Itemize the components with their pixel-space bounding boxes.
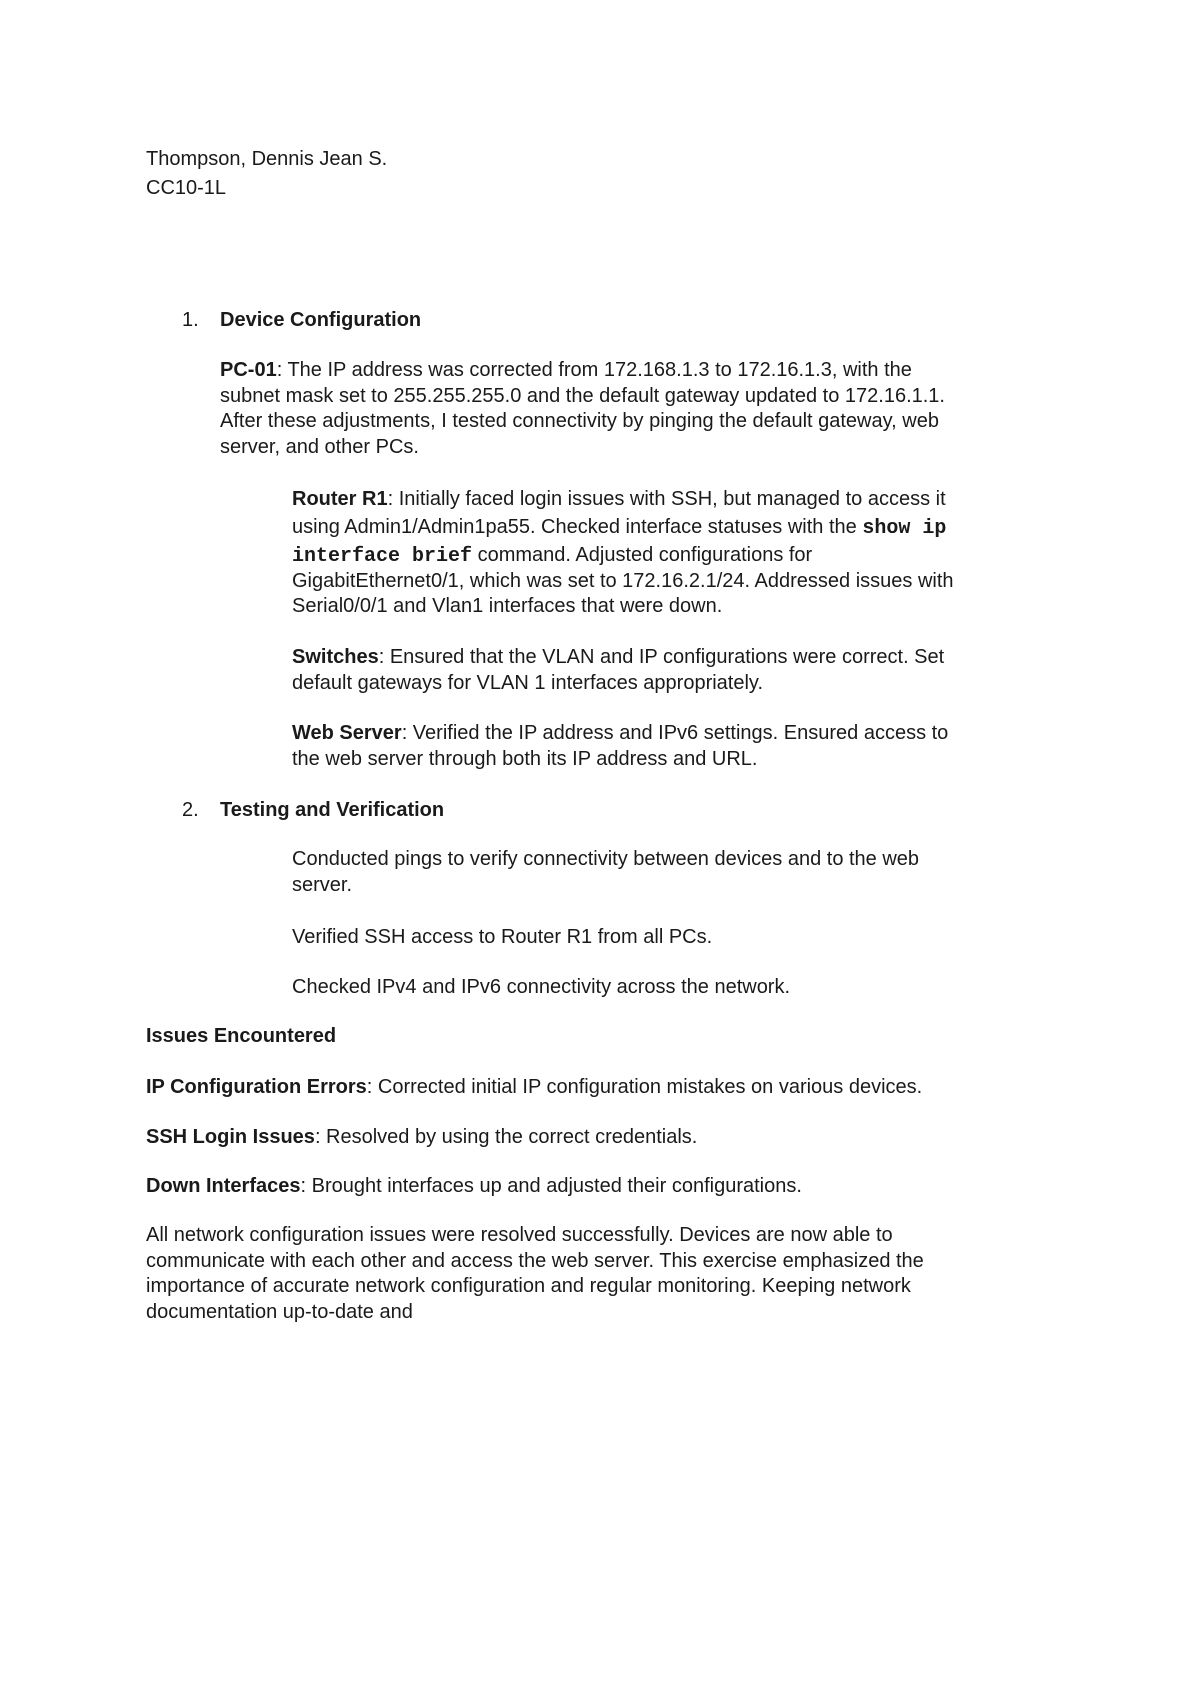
section-1-title: Device Configuration (220, 309, 422, 331)
testing-paragraph-2: Verified SSH access to Router R1 from all PCs. (292, 926, 713, 948)
course-code: CC10-1L (146, 177, 227, 199)
router-line-5: Serial0/0/1 and Vlan1 interfaces that were down. (292, 595, 723, 617)
conclusion-line-1: All network configuration issues were resolved successfully. Devices are now able to (146, 1224, 893, 1246)
issue-ip-text: : Corrected initial IP configuration mistakes on various devices. (366, 1076, 923, 1098)
issue-ssh-text: : Resolved by using the correct credentials. (314, 1126, 698, 1148)
section-1-number: 1. (182, 309, 199, 331)
testing-para1-line-1: Conducted pings to verify connectivity between devices and to the web (292, 848, 920, 870)
webserver-line-2: the web server through both its IP address and URL. (292, 747, 758, 770)
router-line-4: GigabitEthernet0/1, which was set to 172.16.2.1/24. Addressed issues with (292, 569, 954, 592)
switches-label: Switches (292, 646, 379, 668)
webserver-label: Web Server (292, 722, 402, 744)
pc01-line-2: subnet mask set to 255.255.255.0 and the default gateway updated to 172.16.1.1. (220, 384, 945, 407)
issue-down-interfaces (146, 1173, 802, 1199)
webserver-paragraph (292, 721, 948, 772)
issues-heading: Issues Encountered (146, 1025, 337, 1047)
router-label: Router R1 (292, 488, 388, 510)
issue-down-text: : Brought interfaces up and adjusted their configurations. (300, 1175, 802, 1197)
switches-line-2: default gateways for VLAN 1 interfaces appropriately. (292, 671, 763, 694)
conclusion-line-4: documentation up-to-date and (146, 1300, 413, 1323)
pc01-label: PC-01 (220, 359, 277, 381)
router-line-2: using Admin1/Admin1pa55. Checked interface statuses with the (292, 515, 863, 538)
pc01-line-3: After these adjustments, I tested connectivity by pinging the default gateway, web (220, 410, 939, 432)
issue-ssh-login (146, 1124, 697, 1150)
issue-ip-label: IP Configuration Errors (146, 1076, 367, 1098)
pc01-line-4: server, and other PCs. (220, 435, 419, 458)
testing-para1-line-2: server. (292, 873, 353, 896)
section-2-title: Testing and Verification (220, 799, 445, 821)
conclusion-line-2: communicate with each other and access the web server. This exercise emphasized the (146, 1249, 924, 1272)
pc01-paragraph (220, 358, 945, 460)
issue-ssh-label: SSH Login Issues (146, 1126, 315, 1148)
router-command-part-2: interface brief (292, 544, 473, 568)
conclusion-line-3: importance of accurate network configuration and regular monitoring. Keeping network (146, 1275, 911, 1297)
issue-down-label: Down Interfaces (146, 1175, 301, 1197)
pc01-line-1: : The IP address was corrected from 172.168.1.3 to 172.16.1.3, with the (276, 359, 912, 381)
router-paragraph (292, 487, 954, 620)
switches-line-1: : Ensured that the VLAN and IP configurations were correct. Set (378, 646, 945, 668)
testing-paragraph-3: Checked IPv4 and IPv6 connectivity across the network. (292, 976, 791, 998)
switches-paragraph (292, 645, 944, 696)
testing-paragraph-1 (292, 847, 919, 898)
conclusion-paragraph (146, 1223, 924, 1325)
router-line-3: command. Adjusted configurations for (472, 543, 813, 566)
issue-ip-config (146, 1074, 922, 1100)
router-line-1: : Initially faced login issues with SSH, but managed to access it (387, 488, 946, 510)
webserver-line-1: : Verified the IP address and IPv6 settings. Ensured access to (401, 722, 949, 744)
section-2-number: 2. (182, 799, 199, 821)
router-command-part-1: show ip (862, 516, 947, 540)
student-name: Thompson, Dennis Jean S. (146, 148, 388, 170)
